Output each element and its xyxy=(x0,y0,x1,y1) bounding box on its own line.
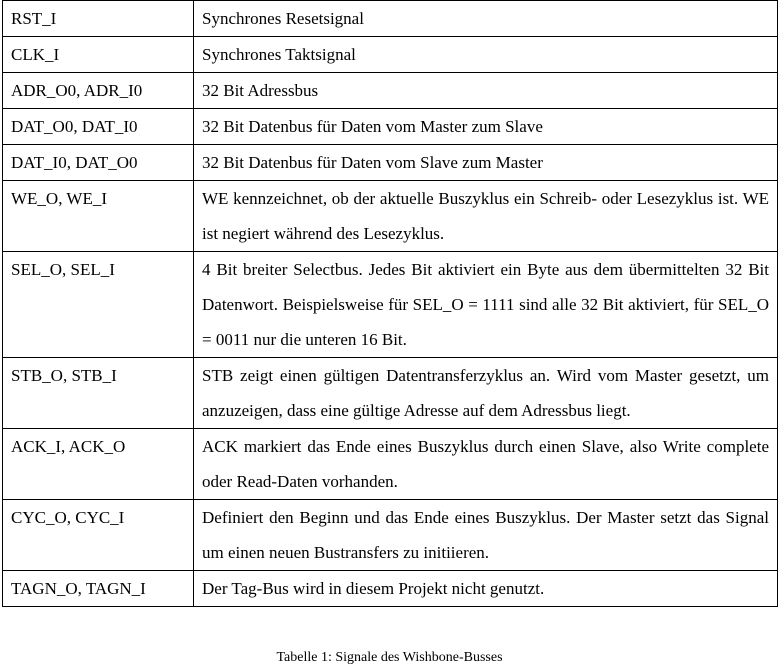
signal-description-cell: Synchrones Resetsignal xyxy=(194,1,778,37)
table-row xyxy=(3,358,778,429)
signal-name-cell: ADR_O0, ADR_I0 xyxy=(3,73,194,109)
signal-name-cell: CYC_O, CYC_I xyxy=(3,500,194,571)
signal-description-cell: Synchrones Taktsignal xyxy=(194,37,778,73)
signal-table-container xyxy=(2,0,777,607)
table-row xyxy=(3,181,778,252)
table-row xyxy=(3,252,778,358)
table-row xyxy=(3,73,778,109)
signal-name-cell: TAGN_O, TAGN_I xyxy=(3,571,194,607)
table-row xyxy=(3,429,778,500)
signal-name-cell: ACK_I, ACK_O xyxy=(3,429,194,500)
signal-description-cell: STB zeigt einen gültigen Datentransferzyklus an. Wird vom Master gesetzt, um anzuzeigen, dass eine gültige Adresse auf dem Adressbus liegt. xyxy=(194,358,778,429)
table-row xyxy=(3,145,778,181)
signal-name-cell: DAT_O0, DAT_I0 xyxy=(3,109,194,145)
signal-description-cell: WE kennzeichnet, ob der aktuelle Buszyklus ein Schreib- oder Lesezyklus ist. WE ist negiert während des Lesezyklus. xyxy=(194,181,778,252)
signal-name-cell: SEL_O, SEL_I xyxy=(3,252,194,358)
signal-description-cell: 32 Bit Datenbus für Daten vom Slave zum Master xyxy=(194,145,778,181)
signal-name-cell: RST_I xyxy=(3,1,194,37)
signal-description-cell: Definiert den Beginn und das Ende eines Buszyklus. Der Master setzt das Signal um einen neuen Bustransfers zu initiieren. xyxy=(194,500,778,571)
signal-name-cell: STB_O, STB_I xyxy=(3,358,194,429)
table-row xyxy=(3,571,778,607)
signal-description-cell: Der Tag-Bus wird in diesem Projekt nicht genutzt. xyxy=(194,571,778,607)
signal-description-cell: 4 Bit breiter Selectbus. Jedes Bit aktiviert ein Byte aus dem übermittelten 32 Bit Datenwort. Beispielsweise für SEL_O = 1111 sind alle 32 Bit aktiviert, für SEL_O = 0011 nur die unteren 16 Bit. xyxy=(194,252,778,358)
table-row xyxy=(3,37,778,73)
signal-name-cell: CLK_I xyxy=(3,37,194,73)
signal-name-cell: DAT_I0, DAT_O0 xyxy=(3,145,194,181)
signal-description-cell: ACK markiert das Ende eines Buszyklus durch einen Slave, also Write complete oder Read-Daten vorhanden. xyxy=(194,429,778,500)
table-row xyxy=(3,1,778,37)
signal-name-cell: WE_O, WE_I xyxy=(3,181,194,252)
table-caption: Tabelle 1: Signale des Wishbone-Busses xyxy=(276,650,503,665)
signal-description-cell: 32 Bit Datenbus für Daten vom Master zum Slave xyxy=(194,109,778,145)
table-row xyxy=(3,109,778,145)
table-row xyxy=(3,500,778,571)
signal-description-cell: 32 Bit Adressbus xyxy=(194,73,778,109)
wishbone-signal-table xyxy=(2,0,778,607)
